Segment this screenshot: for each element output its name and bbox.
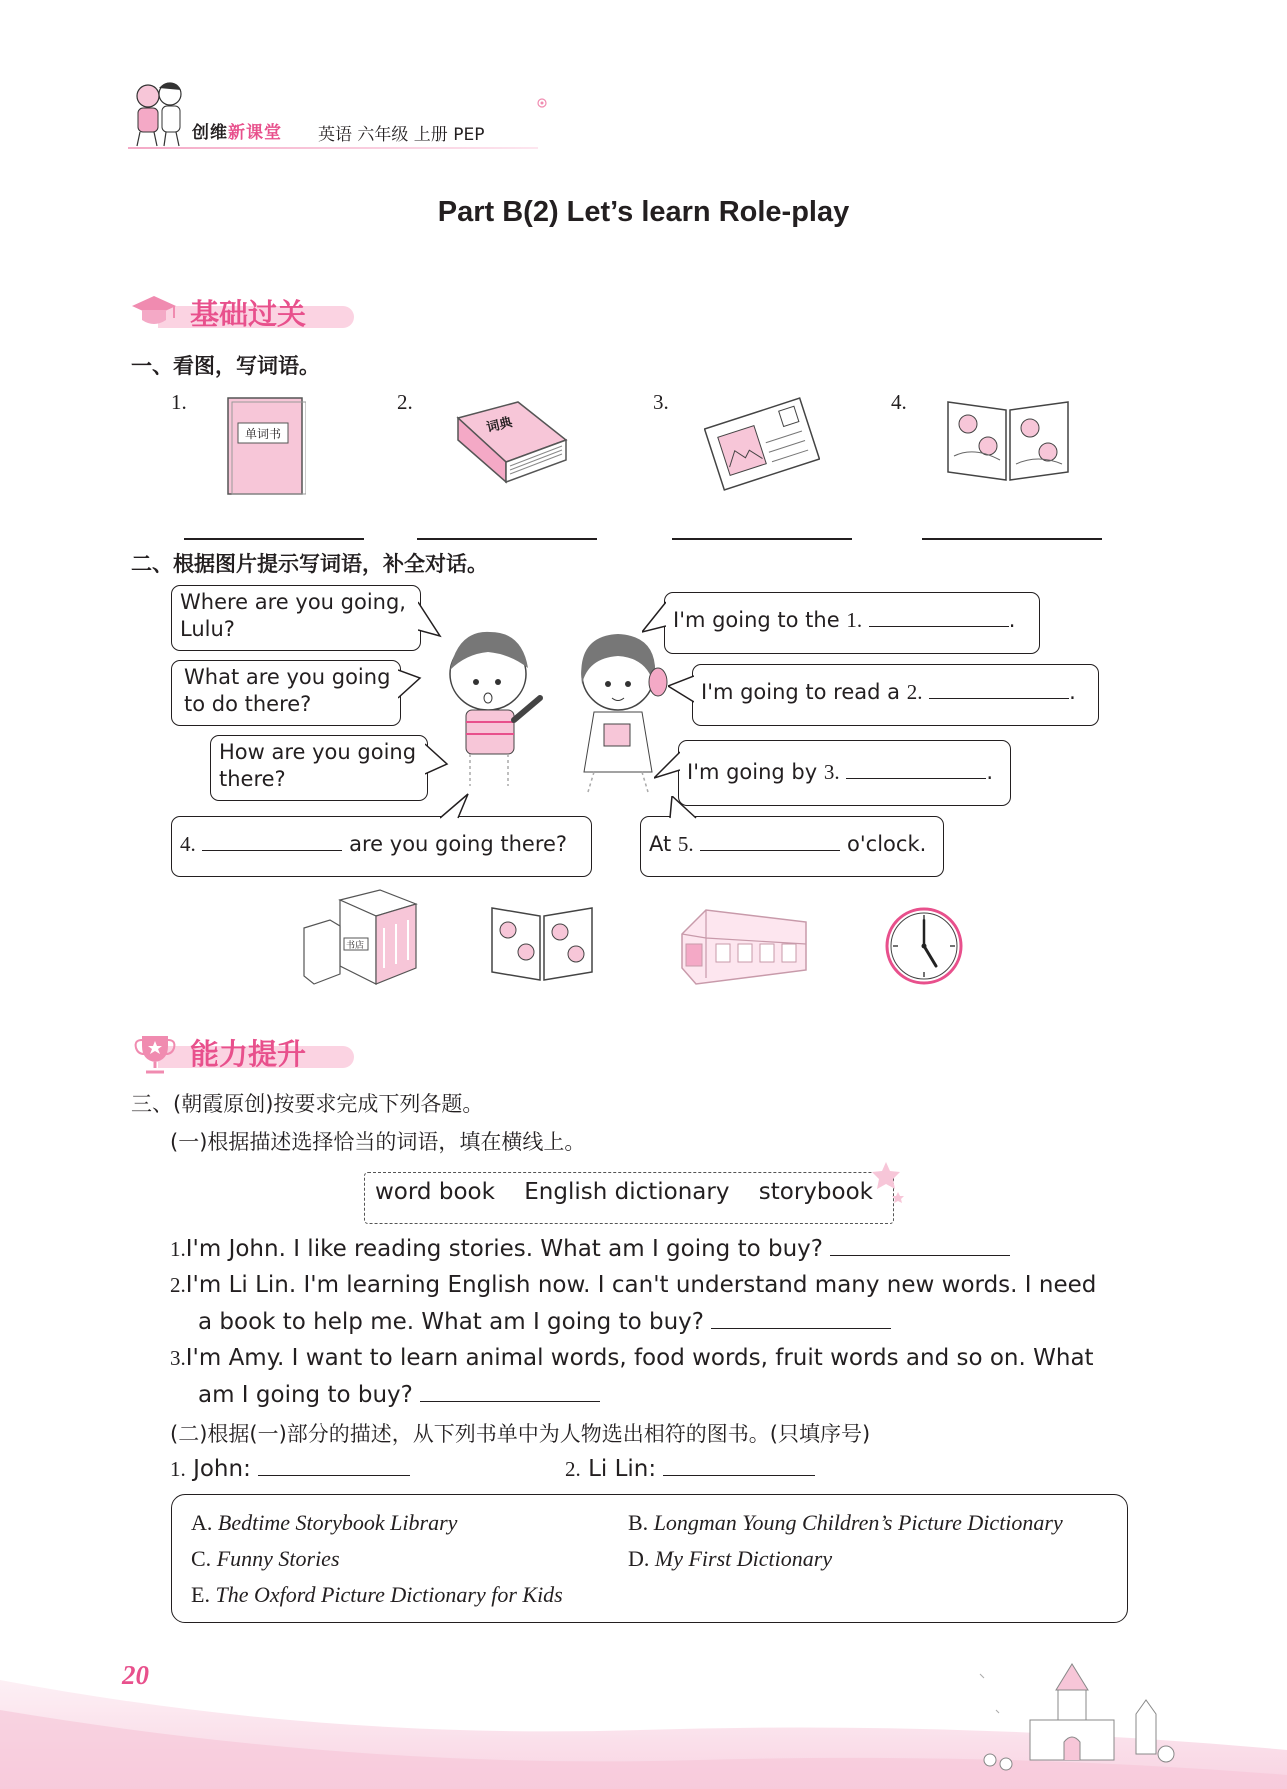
banner-title: 基础过关 bbox=[190, 297, 307, 331]
girl-character-illustration bbox=[568, 628, 668, 798]
q1-item-num: 3. bbox=[653, 390, 669, 414]
page-number: 20 bbox=[122, 1660, 149, 1690]
q3-heading: 三、(朝霞原创)按要求完成下列各题。 bbox=[131, 1092, 484, 1116]
book-option-d: D. My First Dictionary bbox=[628, 1546, 833, 1571]
answer-blank[interactable] bbox=[711, 1311, 891, 1329]
bookstore-sign: 书店 bbox=[346, 941, 365, 951]
speech-bubble-question: How are you going there? bbox=[210, 735, 428, 801]
q1-answer-line[interactable] bbox=[672, 538, 852, 540]
sentence-3: 3.I'm Amy. I want to learn animal words, food words, fruit words and so on. What bbox=[170, 1345, 1094, 1371]
star-deco-icon bbox=[872, 1160, 908, 1208]
q1-answer-line[interactable] bbox=[417, 538, 597, 540]
q1-item-num: 4. bbox=[891, 390, 907, 414]
word-book-label: 单词书 bbox=[244, 427, 281, 441]
answer-john: 1. John: bbox=[170, 1454, 410, 1484]
answer-blank[interactable] bbox=[420, 1384, 600, 1402]
answer-blank-5[interactable] bbox=[700, 833, 840, 851]
book-option-c: C. Funny Stories bbox=[191, 1546, 340, 1571]
q2-heading: 二、根据图片提示写词语，补全对话。 bbox=[131, 552, 488, 576]
answer-blank[interactable] bbox=[830, 1238, 1010, 1256]
word-bank bbox=[364, 1172, 894, 1224]
q3-part1-heading: (一)根据描述选择恰当的词语，填在横线上。 bbox=[170, 1130, 586, 1154]
word-option: word book bbox=[375, 1179, 495, 1205]
speech-bubble-blank: 4. are you going there? bbox=[171, 816, 592, 877]
q1-item-num: 1. bbox=[171, 390, 187, 414]
dictionary-label: 词典 bbox=[485, 415, 514, 436]
sentence-2: 2.I'm Li Lin. I'm learning English now. I can't understand many new words. I need bbox=[170, 1272, 1097, 1298]
answer-blank-1[interactable] bbox=[869, 609, 1009, 627]
answer-blank[interactable] bbox=[663, 1458, 815, 1476]
subway-train-picture bbox=[676, 904, 810, 988]
clock-five-oclock-icon bbox=[884, 906, 964, 986]
section-banner-improve bbox=[128, 1032, 358, 1072]
bookstore-picture bbox=[300, 888, 430, 992]
q1-answer-line[interactable] bbox=[922, 538, 1102, 540]
speech-bubble-answer: I'm going to the 1. . bbox=[664, 592, 1040, 654]
speech-bubble-answer: I'm going to read a 2. . bbox=[692, 664, 1099, 726]
header-divider bbox=[128, 147, 538, 149]
book-option-a: A. Bedtime Storybook Library bbox=[191, 1510, 458, 1535]
magazine-picture bbox=[488, 902, 596, 984]
bubble-tail bbox=[440, 792, 470, 820]
page-title: Part B(2) Let’s learn Role-play bbox=[437, 196, 850, 228]
graduation-cap-icon bbox=[128, 292, 180, 332]
section-banner-basic bbox=[128, 292, 358, 332]
word-option: storybook bbox=[758, 1179, 873, 1205]
storybook-picture bbox=[944, 394, 1072, 486]
bubble-tail bbox=[668, 672, 694, 712]
book-option-b: B. Longman Young Children’s Picture Dictionary bbox=[628, 1510, 1063, 1535]
castle-deco-icon bbox=[960, 1650, 1190, 1780]
answer-blank-2[interactable] bbox=[929, 681, 1069, 699]
kids-logo-icon bbox=[126, 78, 196, 150]
q3-part2-heading: (二)根据(一)部分的描述，从下列书单中为人物选出相符的图书。(只填序号) bbox=[170, 1422, 871, 1446]
answer-blank[interactable] bbox=[258, 1458, 410, 1476]
q1-answer-line[interactable] bbox=[184, 538, 364, 540]
word-option: English dictionary bbox=[524, 1179, 730, 1205]
boy-character-illustration bbox=[438, 626, 548, 796]
answer-blank-4[interactable] bbox=[202, 833, 342, 851]
book-option-e: E. The Oxford Picture Dictionary for Kids bbox=[191, 1582, 563, 1607]
q1-heading: 一、看图，写词语。 bbox=[131, 354, 320, 378]
q1-item-num: 2. bbox=[397, 390, 413, 414]
dictionary-picture bbox=[448, 400, 572, 484]
sentence-2-cont: a book to help me. What am I going to buy? bbox=[198, 1307, 891, 1337]
brand-name: 创维新课堂 bbox=[192, 123, 282, 143]
word-book-picture bbox=[226, 396, 306, 496]
sentence-1: 1.I'm John. I like reading stories. What am I going to buy? bbox=[170, 1234, 1010, 1264]
book-subtitle: 英语 六年级 上册 PEP bbox=[318, 125, 485, 145]
postcard-picture bbox=[704, 394, 820, 494]
speech-bubble-question: What are you going to do there? bbox=[171, 660, 401, 726]
sentence-3-cont: am I going to buy? bbox=[198, 1380, 600, 1410]
trophy-icon bbox=[132, 1032, 178, 1074]
speech-bubble-question: Where are you going, Lulu? bbox=[171, 585, 421, 651]
flower-deco-icon bbox=[532, 94, 552, 112]
answer-blank-3[interactable] bbox=[846, 761, 986, 779]
answer-li-lin: 2. Li Lin: bbox=[565, 1454, 815, 1484]
banner-title: 能力提升 bbox=[190, 1037, 307, 1071]
speech-bubble-answer: I'm going by 3. . bbox=[678, 740, 1011, 806]
bubble-tail bbox=[398, 668, 422, 708]
speech-bubble-answer: At 5. o'clock. bbox=[640, 816, 944, 877]
bubble-tail bbox=[668, 796, 698, 820]
